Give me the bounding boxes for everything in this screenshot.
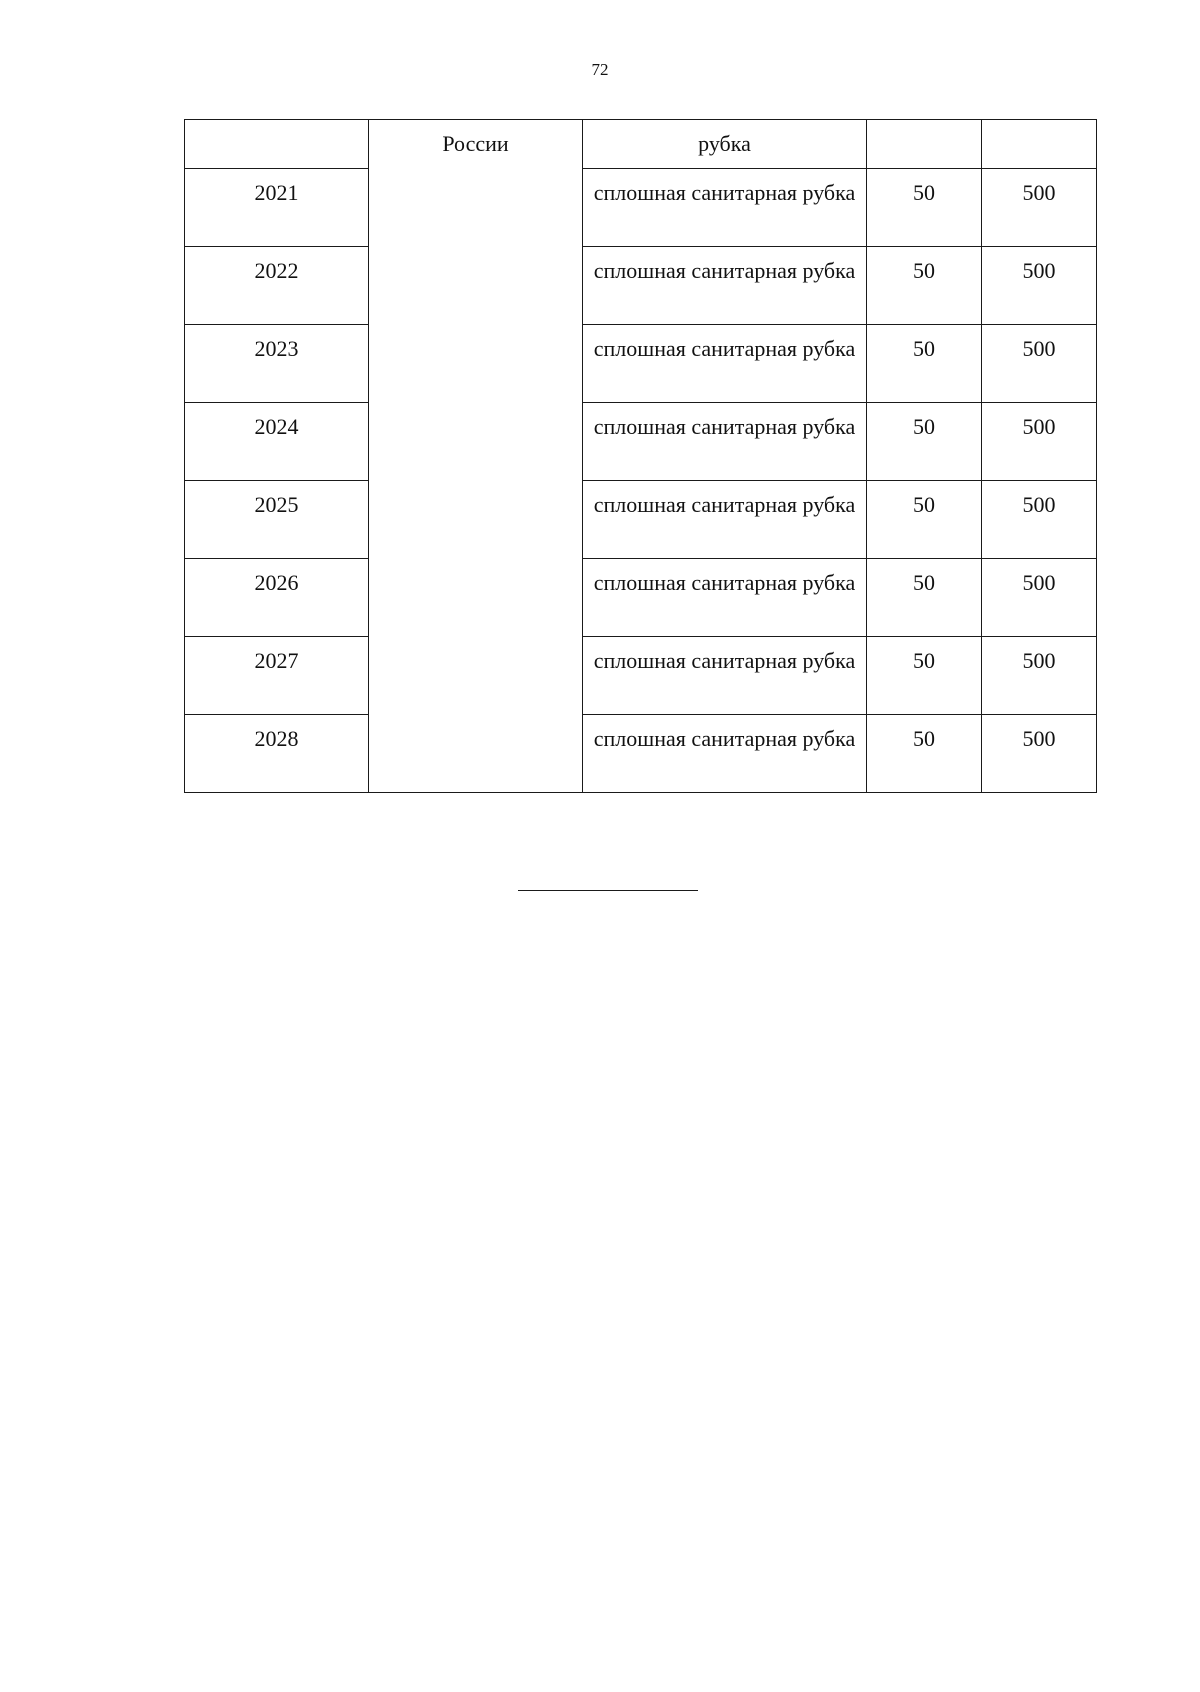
page-number: 72 — [591, 60, 609, 79]
year-cell: 2027 — [185, 637, 369, 715]
year-cell: 2025 — [185, 481, 369, 559]
cutting-type-cell: сплошная санитарная рубка — [583, 403, 867, 481]
volume-cell: 500 — [982, 715, 1097, 793]
volume-cell: 500 — [982, 637, 1097, 715]
year-cell — [185, 120, 369, 169]
table-row-continuation — [185, 120, 1097, 169]
volume-cell: 500 — [982, 481, 1097, 559]
table-row — [185, 715, 1097, 793]
table-row — [185, 247, 1097, 325]
area-cell: 50 — [867, 247, 982, 325]
cutting-type-cell: сплошная санитарная рубка — [583, 715, 867, 793]
volume-cell — [982, 120, 1097, 169]
volume-cell: 500 — [982, 247, 1097, 325]
area-cell: 50 — [867, 637, 982, 715]
year-cell: 2024 — [185, 403, 369, 481]
cutting-type-cell: сплошная санитарная рубка — [583, 247, 867, 325]
table-row — [185, 169, 1097, 247]
table-row — [185, 559, 1097, 637]
cutting-type-cell: сплошная санитарная рубка — [583, 169, 867, 247]
year-cell: 2023 — [185, 325, 369, 403]
year-cell: 2028 — [185, 715, 369, 793]
table-row — [185, 325, 1097, 403]
area-cell: 50 — [867, 481, 982, 559]
table-row — [185, 403, 1097, 481]
year-cell: 2021 — [185, 169, 369, 247]
table-row — [185, 637, 1097, 715]
area-cell: 50 — [867, 559, 982, 637]
cutting-schedule-table — [184, 119, 1097, 793]
area-cell: 50 — [867, 169, 982, 247]
volume-cell: 500 — [982, 403, 1097, 481]
cutting-type-cell: сплошная санитарная рубка — [583, 481, 867, 559]
area-cell: 50 — [867, 403, 982, 481]
volume-cell: 500 — [982, 325, 1097, 403]
area-cell: 50 — [867, 325, 982, 403]
area-cell: 50 — [867, 715, 982, 793]
year-cell: 2026 — [185, 559, 369, 637]
cutting-type-cell: сплошная санитарная рубка — [583, 637, 867, 715]
year-cell: 2022 — [185, 247, 369, 325]
cutting-type-cell: сплошная санитарная рубка — [583, 325, 867, 403]
volume-cell: 500 — [982, 559, 1097, 637]
cutting-type-cell: рубка — [583, 120, 867, 169]
region-cell: России — [369, 120, 583, 793]
table-row — [185, 481, 1097, 559]
volume-cell: 500 — [982, 169, 1097, 247]
end-separator-line — [518, 890, 698, 891]
cutting-type-cell: сплошная санитарная рубка — [583, 559, 867, 637]
area-cell — [867, 120, 982, 169]
